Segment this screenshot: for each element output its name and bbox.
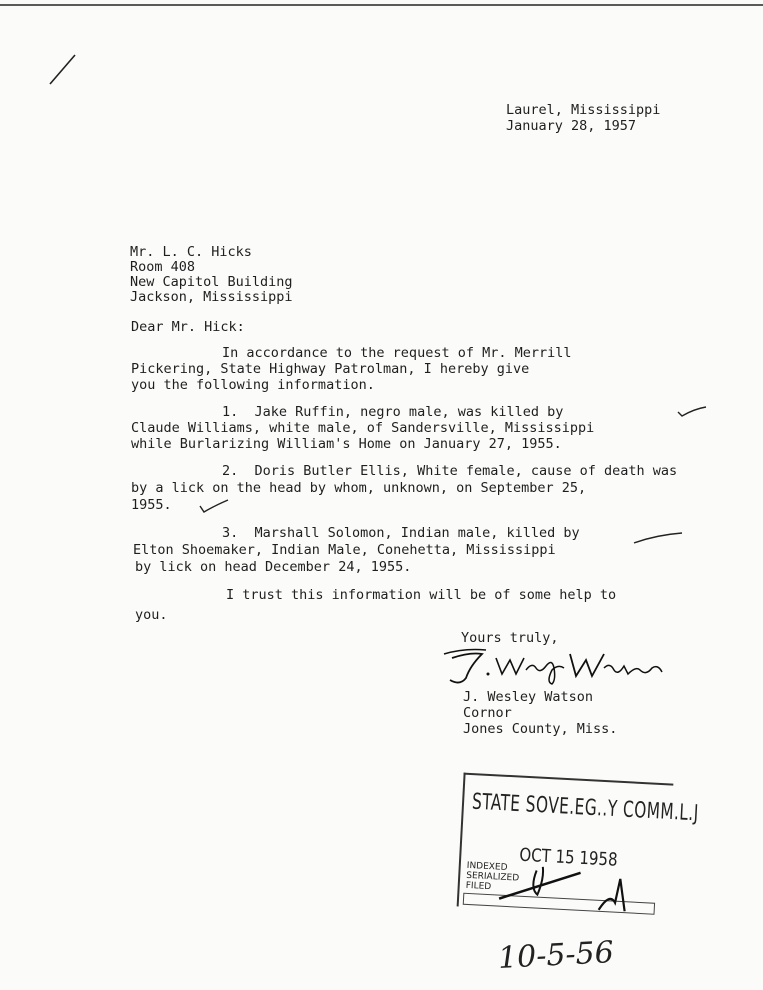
place-line: Laurel, Mississippi bbox=[506, 102, 661, 118]
item-2-line-2: by a lick on the head by whom, unknown, on September 25, bbox=[131, 480, 587, 496]
stamp-serialized: SERIALIZED bbox=[465, 870, 520, 884]
item-3-line-3: by lick on head December 24, 1955. bbox=[135, 559, 412, 575]
intro-line-1: In accordance to the request of Mr. Merrill bbox=[222, 345, 572, 361]
recipient-city: Jackson, Mississippi bbox=[130, 289, 293, 305]
top-edge-rule bbox=[0, 4, 763, 6]
stamp-marks bbox=[459, 775, 674, 918]
checkmark-icon bbox=[632, 530, 684, 546]
item-2-line-3: 1955. bbox=[131, 497, 172, 513]
item-3-line-1: 3. Marshall Solomon, Indian male, killed by bbox=[222, 525, 580, 541]
signature-image bbox=[440, 644, 665, 690]
signer-county: Jones County, Miss. bbox=[463, 721, 618, 737]
recipient-building: New Capitol Building bbox=[130, 274, 293, 290]
item-1-line-2: Claude Williams, white male, of Sandersville, Mississippi bbox=[131, 420, 595, 436]
closing-para-line-2: you. bbox=[135, 607, 168, 623]
stamp-title: STATE SOVE.EG..Y COMM.L.J bbox=[471, 789, 700, 827]
checkmark-icon bbox=[198, 498, 230, 516]
signer-name: J. Wesley Watson bbox=[463, 689, 594, 705]
closing-line: Yours truly, bbox=[461, 630, 559, 646]
intro-line-2: Pickering, State Highway Patrolman, I hereby give bbox=[131, 361, 530, 377]
signer-title: Cornor bbox=[463, 705, 512, 721]
date-line: January 28, 1957 bbox=[506, 118, 637, 134]
closing-para-line-1: I trust this information will be of some help to bbox=[226, 587, 617, 603]
stamp-date: OCT 15 1958 bbox=[518, 843, 619, 871]
salutation: Dear Mr. Hick: bbox=[131, 319, 245, 335]
stamp-indexed: INDEXED bbox=[466, 860, 508, 874]
stamp-filed: FILED bbox=[465, 880, 492, 893]
item-1-line-1: 1. Jake Ruffin, negro male, was killed by bbox=[222, 404, 564, 420]
item-3-line-2: Elton Shoemaker, Indian Male, Conehetta, Mississippi bbox=[133, 542, 556, 558]
svg-text:J. Wesley Watson: J. Wesley Watson bbox=[440, 644, 450, 645]
recipient-room: Room 408 bbox=[130, 259, 196, 275]
intro-line-3: you the following information. bbox=[131, 377, 375, 393]
handwritten-date: 10-5-56 bbox=[497, 934, 615, 977]
commission-stamp bbox=[457, 773, 700, 918]
item-1-line-3: while Burlarizing William's Home on January 27, 1955. bbox=[131, 436, 562, 452]
recipient-name: Mr. L. C. Hicks bbox=[130, 244, 252, 260]
checkmark-icon bbox=[48, 52, 78, 88]
checkmark-icon bbox=[676, 404, 708, 420]
item-2-line-1: 2. Doris Butler Ellis, White female, cause of death was bbox=[222, 463, 678, 479]
